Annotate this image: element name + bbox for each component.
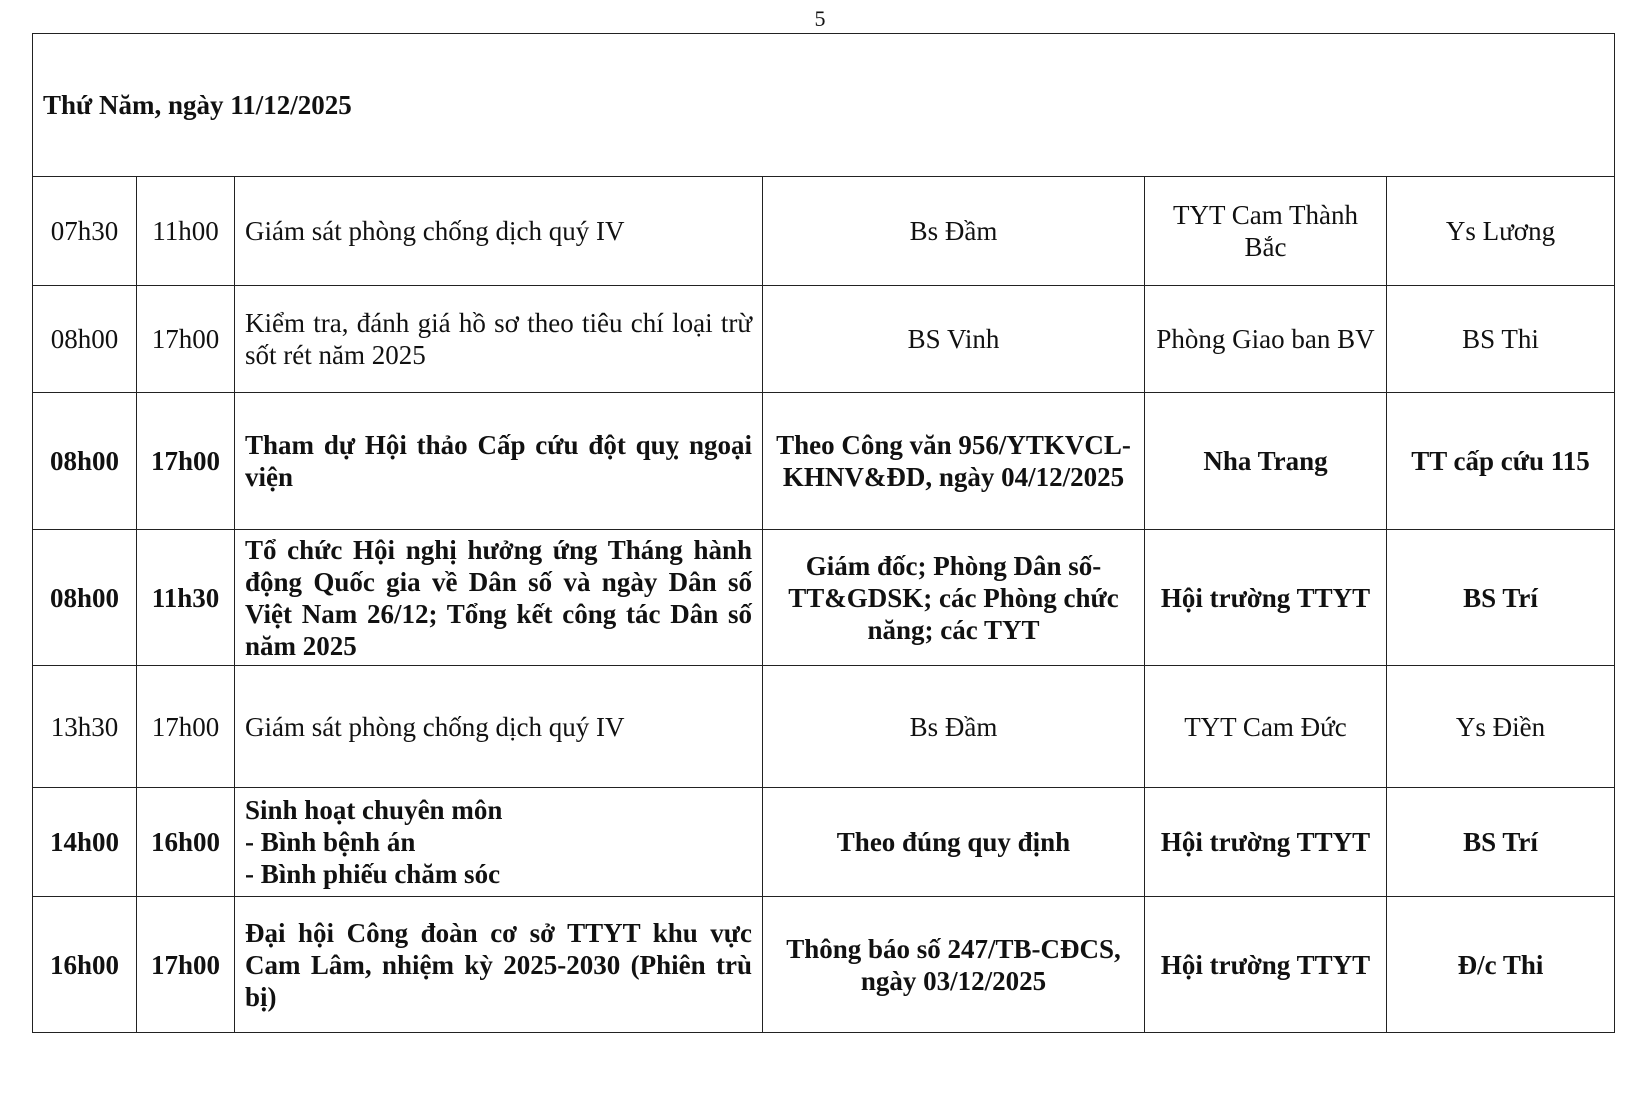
content-cell bbox=[235, 788, 763, 897]
start-time: 14h00 bbox=[33, 788, 137, 897]
lead-cell: BS Trí bbox=[1387, 530, 1615, 666]
content-cell bbox=[235, 530, 763, 666]
lead-cell: BS Thi bbox=[1387, 286, 1615, 393]
composition-cell: Bs Đầm bbox=[763, 666, 1145, 788]
end-time: 17h00 bbox=[137, 393, 235, 530]
content-line: Đại hội Công đoàn cơ sở TTYT khu vực Cam Lâm, nhiệm kỳ 2025-2030 (Phiên trù bị) bbox=[245, 917, 752, 1012]
location-cell: TYT Cam Đức bbox=[1145, 666, 1387, 788]
lead-cell: Ys Điền bbox=[1387, 666, 1615, 788]
end-time: 17h00 bbox=[137, 666, 235, 788]
end-time: 17h00 bbox=[137, 286, 235, 393]
location-cell: Hội trường TTYT bbox=[1145, 530, 1387, 666]
composition-cell: Thông báo số 247/TB-CĐCS, ngày 03/12/2025 bbox=[763, 897, 1145, 1033]
table-row bbox=[33, 393, 1615, 530]
location-cell: TYT Cam Thành Bắc bbox=[1145, 177, 1387, 286]
date-heading: Thứ Năm, ngày 11/12/2025 bbox=[33, 34, 1615, 177]
content-cell bbox=[235, 177, 763, 286]
lead-cell: Đ/c Thi bbox=[1387, 897, 1615, 1033]
lead-cell: Ys Lương bbox=[1387, 177, 1615, 286]
composition-cell: Theo Công văn 956/YTKVCL-KHNV&ĐD, ngày 04/12/2025 bbox=[763, 393, 1145, 530]
composition-cell: BS Vinh bbox=[763, 286, 1145, 393]
end-time: 16h00 bbox=[137, 788, 235, 897]
content-cell bbox=[235, 897, 763, 1033]
table-row bbox=[33, 897, 1615, 1033]
composition-cell: Bs Đầm bbox=[763, 177, 1145, 286]
location-cell: Hội trường TTYT bbox=[1145, 897, 1387, 1033]
end-time: 11h30 bbox=[137, 530, 235, 666]
location-cell: Hội trường TTYT bbox=[1145, 788, 1387, 897]
content-line: - Bình phiếu chăm sóc bbox=[245, 859, 501, 889]
composition-cell: Giám đốc; Phòng Dân số-TT&GDSK; các Phòng chức năng; các TYT bbox=[763, 530, 1145, 666]
start-time: 16h00 bbox=[33, 897, 137, 1033]
table-row bbox=[33, 286, 1615, 393]
content-cell bbox=[235, 393, 763, 530]
content-line: - Bình bệnh án bbox=[245, 827, 416, 857]
content-line: Kiểm tra, đánh giá hồ sơ theo tiêu chí loại trừ sốt rét năm 2025 bbox=[245, 308, 752, 370]
start-time: 13h30 bbox=[33, 666, 137, 788]
table-row bbox=[33, 666, 1615, 788]
table-row bbox=[33, 530, 1615, 666]
lead-cell: BS Trí bbox=[1387, 788, 1615, 897]
table-row bbox=[33, 788, 1615, 897]
content-line: Tham dự Hội thảo Cấp cứu đột quỵ ngoại viện bbox=[245, 430, 752, 492]
start-time: 07h30 bbox=[33, 177, 137, 286]
content-line: Giám sát phòng chống dịch quý IV bbox=[245, 216, 625, 246]
composition-cell: Theo đúng quy định bbox=[763, 788, 1145, 897]
start-time: 08h00 bbox=[33, 286, 137, 393]
location-cell: Phòng Giao ban BV bbox=[1145, 286, 1387, 393]
page-number: 5 bbox=[814, 6, 826, 31]
table-row bbox=[33, 177, 1615, 286]
start-time: 08h00 bbox=[33, 393, 137, 530]
location-cell: Nha Trang bbox=[1145, 393, 1387, 530]
content-cell bbox=[235, 286, 763, 393]
end-time: 11h00 bbox=[137, 177, 235, 286]
date-row bbox=[33, 34, 1615, 177]
content-line: Giám sát phòng chống dịch quý IV bbox=[245, 711, 625, 742]
content-line: Tổ chức Hội nghị hưởng ứng Tháng hành động Quốc gia về Dân số và ngày Dân số Việt Nam 26/12; Tổng kết công tác Dân số năm 2025 bbox=[245, 534, 752, 661]
end-time: 17h00 bbox=[137, 897, 235, 1033]
schedule-table bbox=[32, 33, 1615, 1033]
content-line: Sinh hoạt chuyên môn bbox=[245, 795, 503, 825]
content-cell bbox=[235, 666, 763, 788]
lead-cell: TT cấp cứu 115 bbox=[1387, 393, 1615, 530]
start-time: 08h00 bbox=[33, 530, 137, 666]
